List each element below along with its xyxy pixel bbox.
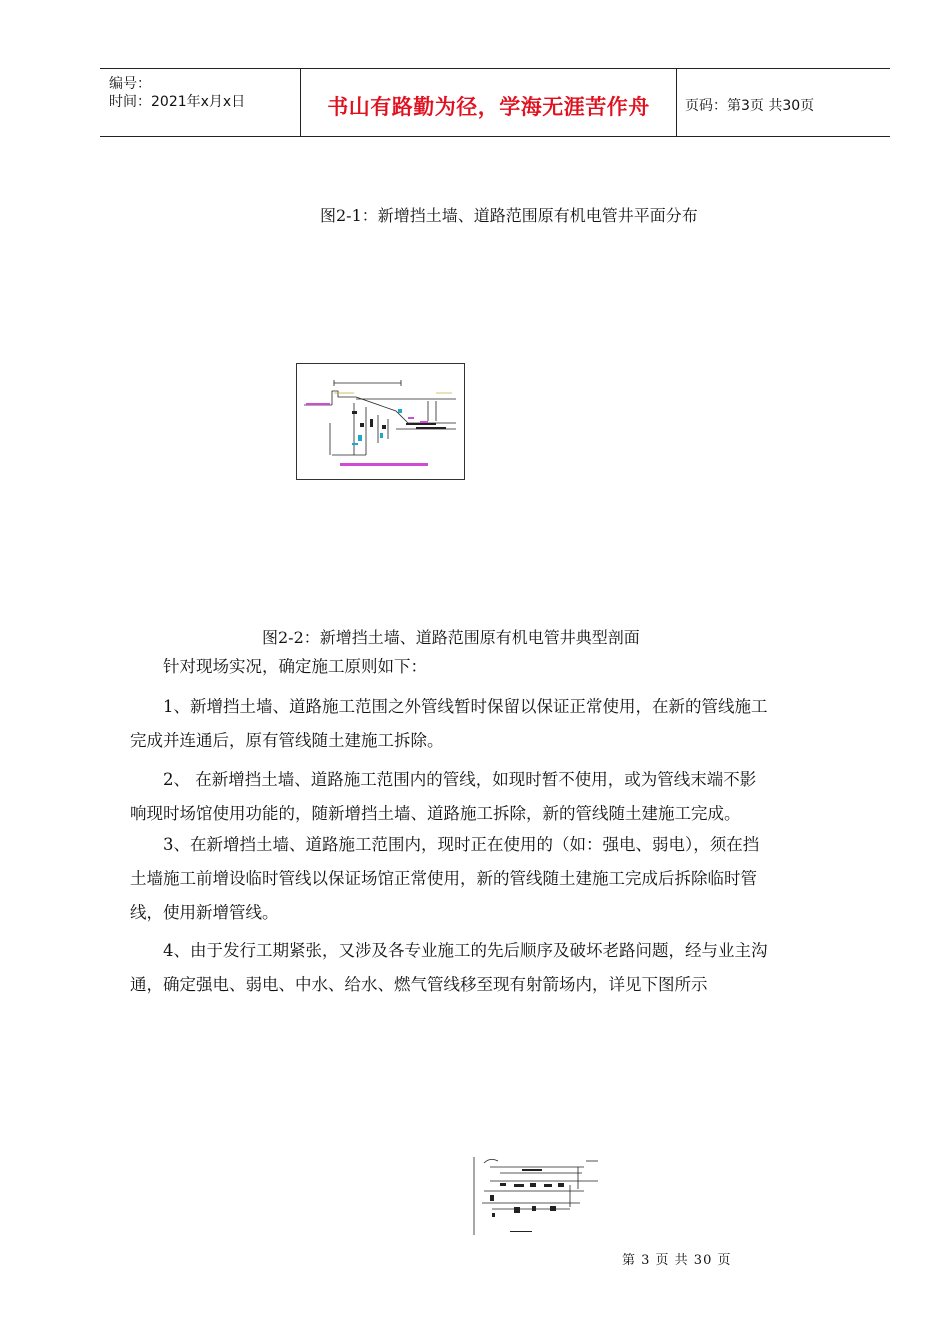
item-2-line-1: 2、 在新增挡土墙、道路施工范围内的管线，如现时暂不使用，或为管线末端不影: [163, 770, 757, 789]
page-footer: 第 3 页 共 30 页: [622, 1253, 732, 1268]
item-2-paragraph: [130, 763, 865, 831]
page-header: [100, 68, 890, 137]
item-1-line-1: 1、新增挡土墙、道路施工范围之外管线暂时保留以保证正常使用，在新的管线施工: [163, 697, 768, 716]
motto: 书山有路勤为径，学海无涯苦作舟: [327, 95, 650, 119]
item-3-paragraph: [130, 828, 865, 930]
intro-line: 针对现场实况，确定施工原则如下：: [163, 657, 427, 676]
item-3-line-2: 土墙施工前增设临时管线以保证场馆正常使用，新的管线随土建施工完成后拆除临时管: [130, 869, 757, 888]
item-1-paragraph: [130, 690, 865, 758]
item-4-line-2: 通，确定强电、弱电、中水、给水、燃气管线移至现有射箭场内，详见下图所示: [130, 975, 708, 994]
item-4-line-1: 4、由于发行工期紧张，又涉及各专业施工的先后顺序及破坏老路问题，经与业主沟: [163, 941, 768, 960]
header-page-cell: [677, 69, 890, 136]
intro-paragraph: [130, 650, 865, 684]
time-line: 时间：2021年x月x日: [109, 94, 246, 110]
header-meta: [100, 69, 301, 136]
page-info: 页码：第3页 共30页: [685, 98, 815, 114]
number-label: 编号：: [109, 76, 151, 92]
item-2-line-2: 响现时场馆使用功能的，随新增挡土墙、道路施工拆除，新的管线随土建施工完成。: [130, 804, 741, 823]
section-drawing: [296, 363, 465, 480]
figure-2-caption: 图2-2：新增挡土墙、道路范围原有机电管井典型剖面: [262, 628, 640, 647]
figure-1-caption: 图2-1：新增挡土墙、道路范围原有机电管井平面分布: [320, 206, 698, 225]
item-3-line-3: 线，使用新增管线。: [130, 903, 279, 922]
header-motto-cell: [301, 69, 677, 136]
item-1-line-2: 完成并连通后，原有管线随土建施工拆除。: [130, 731, 444, 750]
item-4-paragraph: [130, 934, 865, 1002]
item-3-line-1: 3、在新增挡土墙、道路施工范围内，现时正在使用的（如：强电、弱电），须在挡: [163, 835, 760, 854]
pipeline-relocation-drawing: [470, 1155, 606, 1241]
